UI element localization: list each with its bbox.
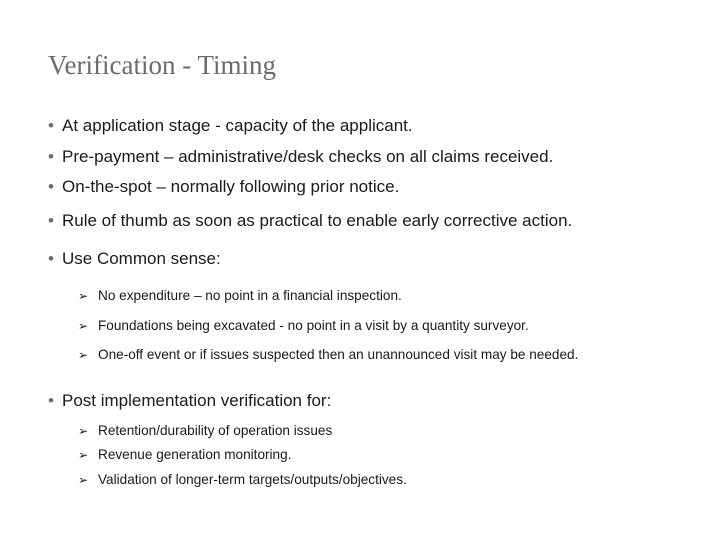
sub-bullet-item: [78, 423, 332, 438]
bullet-item: [48, 177, 399, 197]
bullet-dot-icon: •: [48, 249, 54, 268]
bullet-text: At application stage - capacity of the applicant.: [62, 116, 413, 135]
arrow-bullet-icon: ➢: [78, 348, 89, 362]
bullet-text: Rule of thumb as soon as practical to enable early corrective action.: [62, 211, 573, 230]
sub-bullet-text: Foundations being excavated - no point in a visit by a quantity surveyor.: [98, 318, 529, 333]
bullet-dot-icon: •: [48, 147, 54, 166]
arrow-bullet-icon: ➢: [78, 319, 89, 333]
bullet-text: On-the-spot – normally following prior notice.: [62, 177, 400, 196]
bullet-dot-icon: •: [48, 177, 54, 196]
bullet-text: Pre-payment – administrative/desk checks on all claims received.: [62, 147, 554, 166]
sub-bullet-text: No expenditure – no point in a financial inspection.: [98, 288, 402, 303]
sub-bullet-item: [78, 472, 407, 487]
arrow-bullet-icon: ➢: [78, 424, 89, 438]
bullet-item: [48, 249, 221, 269]
bullet-item: [48, 211, 572, 231]
sub-bullet-item: [78, 447, 291, 462]
arrow-bullet-icon: ➢: [78, 473, 89, 487]
arrow-bullet-icon: ➢: [78, 448, 89, 462]
bullet-dot-icon: •: [48, 211, 54, 230]
sub-bullet-text: Retention/durability of operation issues: [98, 423, 333, 438]
sub-bullet-item: [78, 318, 529, 333]
bullet-dot-icon: •: [48, 391, 54, 410]
sub-bullet-text: One-off event or if issues suspected then an unannounced visit may be needed.: [98, 347, 579, 362]
bullet-text: Post implementation verification for:: [62, 391, 332, 410]
sub-bullet-text: Validation of longer-term targets/outputs/objectives.: [98, 472, 407, 487]
sub-bullet-item: [78, 347, 578, 362]
bullet-item: [48, 391, 331, 411]
bullet-item: [48, 147, 553, 167]
sub-bullet-text: Revenue generation monitoring.: [98, 447, 292, 462]
bullet-text: Use Common sense:: [62, 249, 221, 268]
slide-title: Verification - Timing: [48, 50, 276, 80]
sub-bullet-item: [78, 288, 402, 303]
bullet-item: [48, 116, 413, 136]
bullet-dot-icon: •: [48, 116, 54, 135]
arrow-bullet-icon: ➢: [78, 289, 89, 303]
